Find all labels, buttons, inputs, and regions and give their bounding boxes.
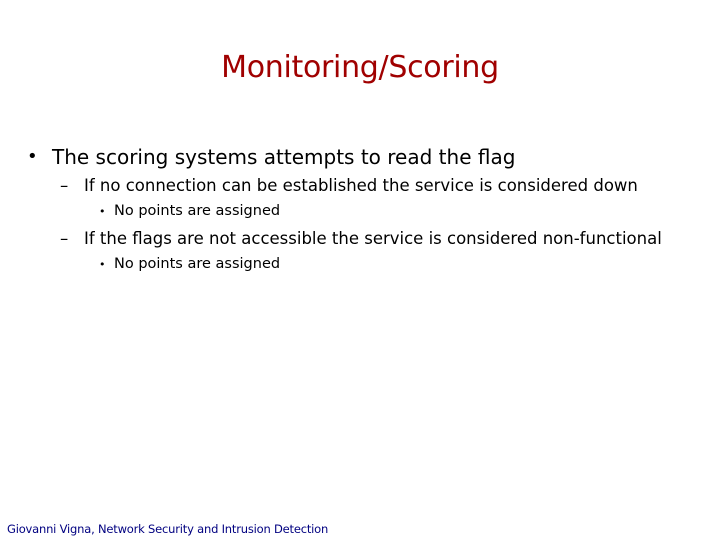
slide-title: Monitoring/Scoring [221, 50, 499, 85]
bullet-level2 [0, 175, 684, 197]
bullet-text: The scoring systems attempts to read the flag [52, 145, 516, 169]
dash-bullet-icon: – [60, 229, 69, 248]
bullet-dot-icon: • [99, 205, 106, 218]
bullet-text: No points are assigned [114, 256, 281, 272]
bullet-level3 [0, 255, 674, 274]
bullet-text: No points are assigned [114, 203, 281, 219]
bullet-level1 [0, 143, 692, 171]
dash-bullet-icon: – [60, 176, 69, 195]
slide-body [0, 143, 720, 274]
bullet-dot-icon: • [99, 258, 106, 271]
bullet-dot-icon: • [27, 146, 38, 167]
bullet-text: If no connection can be established the service is considered down [84, 176, 638, 195]
bullet-level2 [0, 228, 684, 250]
bullet-level3 [0, 202, 674, 221]
slide-footer: Giovanni Vigna, Network Security and Intrusion Detection [7, 522, 329, 536]
bullet-text: If the flags are not accessible the service is considered non-functional [84, 229, 662, 248]
